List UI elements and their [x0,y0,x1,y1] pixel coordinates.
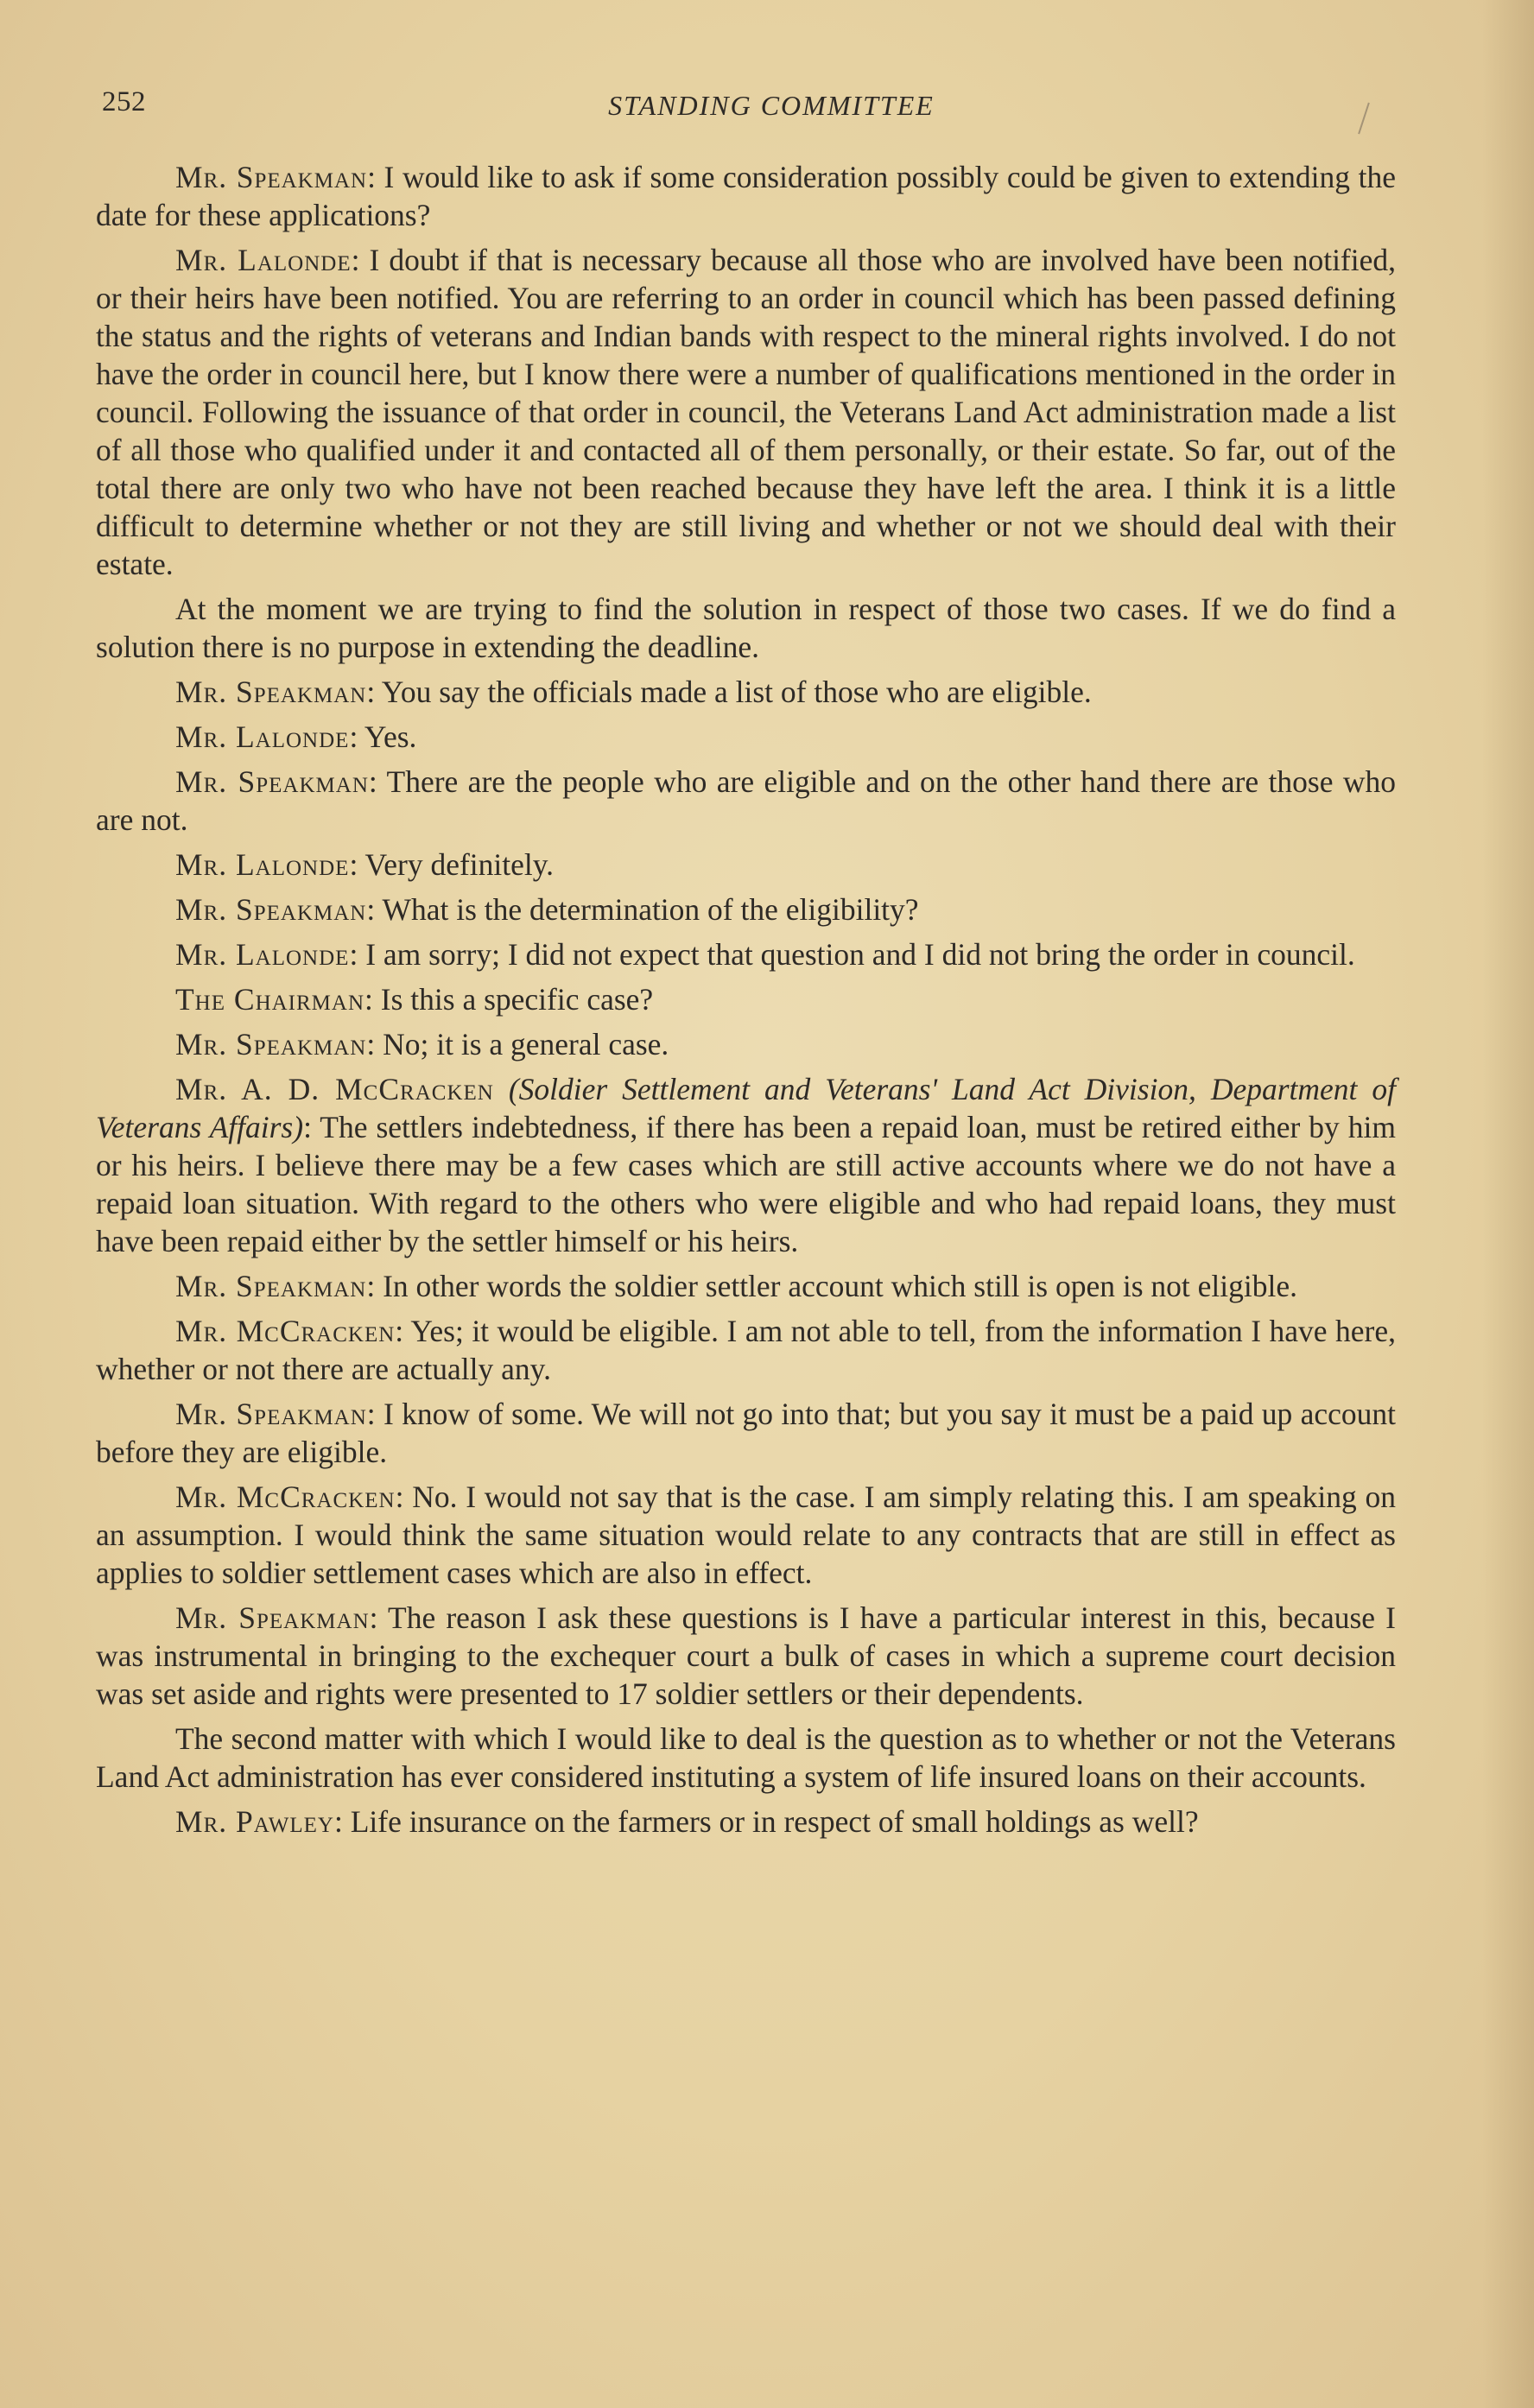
paragraph-14: Mr. McCracken: Yes; it would be eligible. I am not able to tell, from the information I have here, whether or not there are actually any. [96,1314,1396,1386]
paragraph-17: Mr. Speakman: The reason I ask these questions is I have a particular interest in this, because I was instrumental in bringing to the exchequer court a bulk of cases in which a supreme court decision was set aside and rights were presented to 17 soldier settlers or their dependents. [96,1600,1396,1711]
paragraph-text: Yes. [364,719,417,754]
paragraph-13: Mr. Speakman: In other words the soldier settler account which still is open is not eligible. [175,1269,1297,1303]
running-head: STANDING COMMITTEE [608,90,935,121]
paragraph-text: Is this a specific case? [380,982,654,1017]
paragraph-text: Very definitely. [364,847,555,882]
paragraph-text: Yes; it would be eligible. I am not able to tell, from the information I have here, whether or not there are actually any. [96,1314,1396,1386]
speaker-name: Mr. Speakman [175,764,369,799]
paragraph-text: At the moment we are trying to find the solution in respect of those two cases. If we do find a solution there is no purpose in extending the deadline. [96,592,1396,664]
speaker-name: Mr. Lalonde [175,937,350,972]
page-edge-shadow [1482,0,1534,2408]
speaker-name: Mr. Lalonde [175,719,350,754]
paragraph-18 [96,1720,1396,1796]
paragraph-text: In other words the soldier settler account which still is open is not eligible. [383,1269,1297,1303]
paragraph-12: Mr. A. D. McCracken (Soldier Settlement and Veterans' Land Act Division, Department of Veterans Affairs): The settlers indebtedness, if there has been a repaid loan, must be retired either by him or his heirs. I believe there may be a few cases which are still active accounts where we do not have a repaid loan situation. With regard to the others who were eligible and who had repaid loans, they must have been repaid either by the settler himself or his heirs. [96,1072,1396,1258]
paragraph-10: The Chairman: Is this a specific case? [175,982,654,1017]
speaker-name: Mr. Lalonde [175,243,352,277]
paragraph-2: Mr. Lalonde: I doubt if that is necessary because all those who are involved have been notified, or their heirs have been notified. You are referring to an order in council which has been passed defining the status and the rights of veterans and Indian bands with respect to the mineral rights involved. I do not have the order in council here, but I know there were a number of qualifications mentioned in the order in council. Following the issuance of that order in council, the Veterans Land Act administration made a list of all those who qualified under it and contacted all of them personally, or their estate. So far, out of the total there are only two who have not been reached because they have left the area. I think it is a little difficult to determine whether or not they are still living and whether or not we should deal with their estate. [96,243,1396,581]
speaker-name: Mr. Speakman [175,1027,367,1061]
paragraph-4: Mr. Speakman: You say the officials made a list of those who are eligible. [175,675,1092,709]
paragraph-text: I know of some. We will not go into that; but you say it must be a paid up account before they are eligible. [96,1397,1396,1469]
paragraph-6: Mr. Speakman: There are the people who are eligible and on the other hand there are those who are not. [96,764,1396,837]
page-number: 252 [102,86,146,117]
paragraph-text: I would like to ask if some consideration possibly could be given to extending the date for these applications? [96,160,1396,232]
paragraph-text: The reason I ask these questions is I have a particular interest in this, because I was instrumental in bringing to the exchequer court a bulk of cases in which a supreme court decision was set aside and rights were presented to 17 soldier settlers or their dependents. [96,1600,1396,1711]
paragraph-text: You say the officials made a list of those who are eligible. [381,675,1092,709]
paragraph-1: Mr. Speakman: I would like to ask if some consideration possibly could be given to extending the date for these applications? [96,160,1396,232]
paragraph-text: No; it is a general case. [383,1027,669,1061]
speaker-name: Mr. Speakman [175,1397,367,1431]
transcript-body [96,158,1396,1847]
paragraph-text: What is the determination of the eligibility? [382,892,919,927]
paragraph-5: Mr. Lalonde: Yes. [175,719,417,754]
paragraph-9: Mr. Lalonde: I am sorry; I did not expect that question and I did not bring the order in council. [175,937,1355,972]
speaker-name: Mr. Lalonde [175,847,350,882]
paragraph-text: Life insurance on the farmers or in respect of small holdings as well? [350,1804,1199,1839]
paragraph-8: Mr. Speakman: What is the determination of the eligibility? [175,892,919,927]
speaker-name: Mr. McCracken [175,1480,396,1514]
speaker-name: Mr. Speakman [175,160,368,194]
speaker-name: Mr. A. D. McCracken [175,1072,494,1106]
speaker-name: Mr. Speakman [175,1600,370,1635]
speaker-name: Mr. Speakman [175,675,367,709]
speaker-name: Mr. Speakman [175,1269,367,1303]
paragraph-15: Mr. Speakman: I know of some. We will not go into that; but you say it must be a paid up account before they are eligible. [96,1397,1396,1469]
paragraph-text: The settlers indebtedness, if there has been a repaid loan, must be retired either by him or his heirs. I believe there may be a few cases which are still active accounts where we do not have a repaid loan situation. With regard to the others who were eligible and who had repaid loans, they must have been repaid either by the settler himself or his heirs. [96,1110,1396,1258]
paragraph-text: No. I would not say that is the case. I am simply relating this. I am speaking on an assumption. I would think the same situation would relate to any contracts that are still in effect as applies to soldier settlement cases which are also in effect. [96,1480,1397,1590]
paragraph-19: Mr. Pawley: Life insurance on the farmers or in respect of small holdings as well? [175,1804,1199,1839]
paragraph-text: The second matter with which I would like to deal is the question as to whether or not the Veterans Land Act administration has ever considered instituting a system of life insured loans on their accounts. [96,1721,1396,1794]
paragraph-text: There are the people who are eligible and on the other hand there are those who are not. [96,764,1396,837]
speaker-affiliation: (Soldier Settlement and Veterans' Land Act Division, Department of Veterans Affairs) [96,1072,1396,1144]
paragraph-7: Mr. Lalonde: Very definitely. [175,847,555,882]
speaker-name: Mr. McCracken [175,1314,396,1348]
paragraph-11: Mr. Speakman: No; it is a general case. [175,1027,669,1061]
speaker-name: Mr. Pawley [175,1804,334,1839]
speaker-name: Mr. Speakman [175,892,367,927]
speaker-name: The Chairman [175,982,365,1017]
paragraph-text: I am sorry; I did not expect that question and I did not bring the order in council. [365,937,1355,972]
paragraph-text: I doubt if that is necessary because all those who are involved have been notified, or their heirs have been notified. You are referring to an order in council which has been passed defining the status and the rights of veterans and Indian bands with respect to the mineral rights involved. I do not have the order in council here, but I know there were a number of qualifications mentioned in the order in council. Following the issuance of that order in council, the Veterans Land Act administration made a list of all those who qualified under it and contacted all of them personally, or their estate. So far, out of the total there are only two who have not been reached because they have left the area. I think it is a little difficult to determine whether or not they are still living and whether or not we should deal with their estate. [96,243,1396,581]
paragraph-16: Mr. McCracken: No. I would not say that is the case. I am simply relating this. I am speaking on an assumption. I would think the same situation would relate to any contracts that are still in effect as applies to soldier settlement cases which are also in effect. [96,1480,1397,1590]
paragraph-3 [96,590,1396,666]
